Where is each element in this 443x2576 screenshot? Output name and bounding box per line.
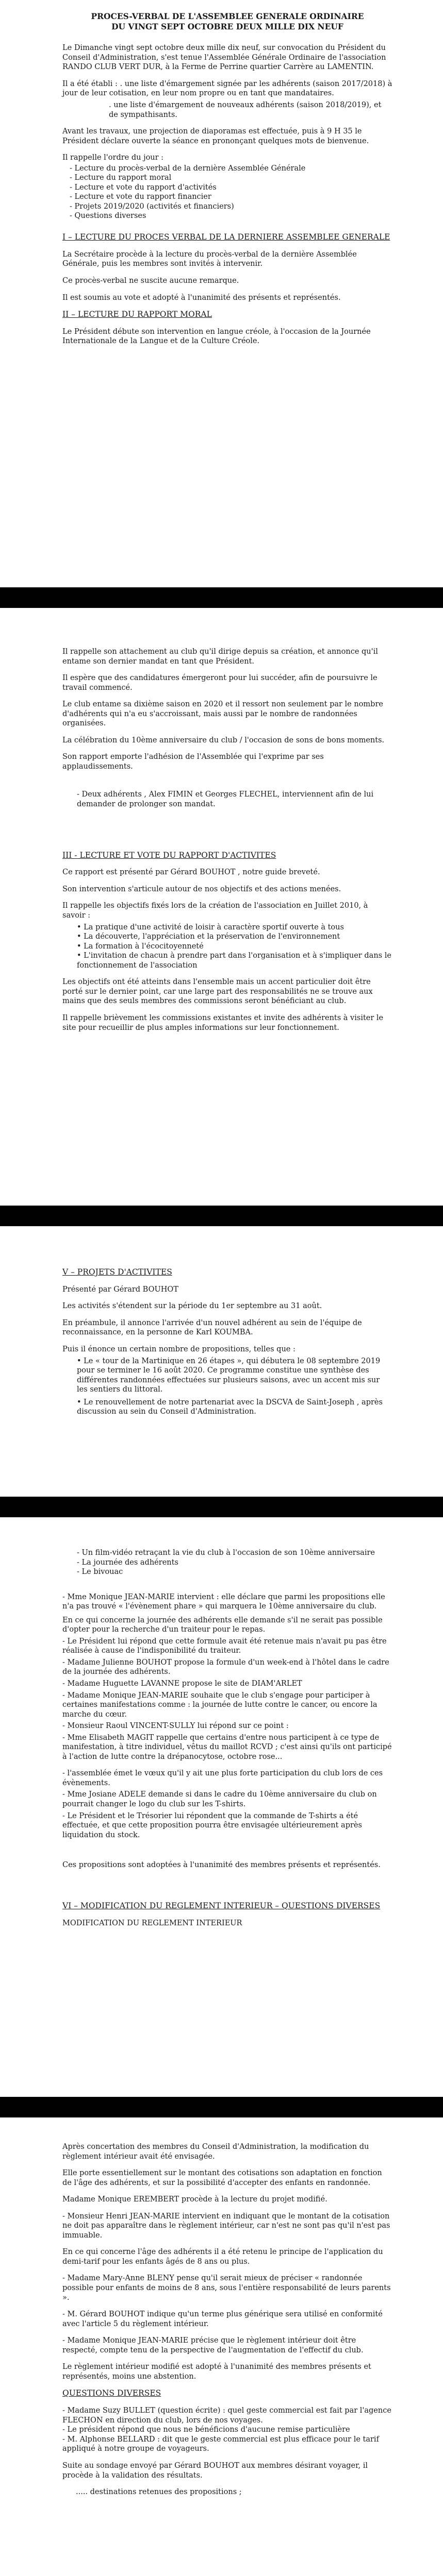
question-line-2: - Le président répond que nous ne bénéficions d'aucune remise particulière: [62, 2426, 350, 2434]
attendance-paragraph: [62, 79, 392, 98]
section-2-paragraph-1: Le Président débute son intervention en langue créole, à l'occasion de la Journée Internationale de la Langue et de la Culture Créole.: [62, 327, 371, 346]
document-title: [62, 11, 392, 32]
section-1-paragraph-2: Ce procès-verbal ne suscite aucune remarque.: [62, 276, 239, 285]
page-3: [0, 1226, 443, 1497]
discussion-paragraph: - Mme Monique JEAN-MARIE intervient : elle déclare que parmi les propositions elle n'a pas trouvé « l'évènement phare » qui marquera le 10ème anniversaire du club.: [62, 1592, 385, 1611]
discussion-paragraph: En ce qui concerne la journée des adhérents elle demande s'il ne serait pas possible d'opter pour la recherche d'un traiteur pour le repas.: [62, 1616, 383, 1634]
section-heading-3: III - LECTURE ET VOTE DU RAPPORT D'ACTIVITES: [62, 850, 276, 860]
title-line-1: PROCES-VERBAL DE L'ASSEMBLEE GENERALE ORDINAIRE: [91, 11, 364, 21]
attendance-paragraph-2: . une liste d'émargement de nouveaux adhérents (saison 2018/2019), et de sympathisants.: [109, 101, 382, 119]
moral-report-paragraph-5: Son rapport emporte l'adhésion de l'Assemblée qui l'exprime par ses applaudissements.: [62, 753, 324, 771]
projects-paragraph-2: Les activités s'étendent sur la période du 1er septembre au 31 août.: [62, 1302, 322, 1311]
rules-paragraph: - Madame Monique JEAN-MARIE précise que le règlement intérieur doit être respecté, compte tenu de la perspective de l'augmentation de l'effectif du club.: [62, 2336, 364, 2354]
activities-paragraph-5: Il rappelle brièvement les commissions existantes et invite des adhérents à visiter le site pour recueillir de plus amples informations sur leur fonctionnement.: [62, 1013, 384, 1032]
agenda-item: - Projets 2019/2020 (activités et financiers): [70, 202, 234, 211]
rules-paragraph: - Madame Mary-Anne BLENY pense qu'il serait mieux de préciser « randonnée possible pour enfants de moins de 8 ans, sous l'entière responsabilité de leurs parents ».: [62, 2274, 391, 2302]
discussion-paragraph: - Le Président lui répond que cette formule avait été retenue mais n'avait pu pas être réalisée à cause de l'indisponibilité du traiteur.: [62, 1637, 387, 1655]
page-1: [0, 0, 443, 587]
discussion-paragraph: - Mme Elisabeth MAGIT rappelle que certains d'entre nous participent à ce type de manifestation, à titre individuel, vêtus du maillot RCVD ; c'est ainsi qu'ils ont participé à l'action de lutte contre la drépanocytose, octobre rose...: [62, 1733, 392, 1761]
page-4-content: [62, 1548, 392, 1935]
proposal-item: • Le « tour de la Martinique en 26 étapes », qui débutera le 08 septembre 2019 pour se terminer le 16 août 2020. Ce programme constitue une synthèse des différentes randonnées effectuées sur plusieurs saisons, avec un accent mis sur les sentiers du littoral.: [77, 1357, 381, 1394]
section-heading-1: I – LECTURE DU PROCES VERBAL DE LA DERNIERE ASSEMBLEE GENERALE: [62, 232, 390, 242]
questions-paragraph: Suite au sondage envoyé par Gérard BOUHOT aux membres désirant voyager, il procède à la validation des résultats.: [62, 2461, 368, 2480]
questions-paragraph: [62, 2406, 392, 2454]
page-4: [0, 1517, 443, 2097]
rules-paragraph: - Monsieur Henri JEAN-MARIE intervient en indiquant que le montant de la cotisation ne doit pas apparaître dans le règlement intérieur, car n'est ne sont pas qu'il n'est pas immuable.: [62, 2212, 390, 2240]
agenda-item: - Lecture du procès-verbal de la dernière Assemblée Générale: [70, 164, 306, 173]
intro-paragraph: Le Dimanche vingt sept octobre deux mille dix neuf, sur convocation du Président du Conseil d'Administration, s'est tenue l'Assemblée Générale Ordinaire de l'association RANDO CLUB VERT DUR, à la Ferme de Perrine quartier Carrère au LAMENTIN.: [62, 44, 386, 72]
discussion-paragraph: - Le Président et le Trésorier lui répondent que la commande de T-shirts a été effectuée, et que cette proposition pourra être envisagée ultérieurement après liquidation du stock.: [62, 1811, 362, 1839]
activities-paragraph-2: Son intervention s'articule autour de nos objectifs et des actions menées.: [62, 885, 341, 893]
proposals-list: [62, 1357, 392, 1417]
section-heading-5: V – PROJETS D'ACTIVITES: [62, 1267, 172, 1277]
moral-report-paragraph-1: Il rappelle son attachement au club qu'il dirige depuis sa création, et annonce qu'il entame son dernier mandat en tant que Président.: [62, 648, 378, 666]
adoption-paragraph: Ces propositions sont adoptées à l'unanimité des membres présents et représentés.: [62, 1861, 381, 1870]
agenda-item: - Questions diverses: [70, 212, 146, 221]
page-5-content: [62, 2142, 392, 2504]
moral-report-paragraph-3: Le club entame sa dixième saison en 2020 et il ressort non seulement par le nombre d'adhérents qui n'a eu s'accroissant, mais aussi par le nombre de randonnées organisées.: [62, 700, 383, 728]
section-heading-6: VI – MODIFICATION DU REGLEMENT INTERIEUR – QUESTIONS DIVERSES: [62, 1901, 381, 1910]
projects-paragraph-1: Présenté par Gérard BOUHOT: [62, 1285, 178, 1294]
discussion-paragraph: - Madame Julienne BOUHOT propose la formule d'un week-end à l'hôtel dans le cadre de la journée des adhérents.: [62, 1658, 389, 1676]
activities-paragraph-1: Ce rapport est présenté par Gérard BOUHOT , notre guide breveté.: [62, 868, 320, 877]
attendance-line-1: Il a été établi : . une liste d'émargement signée par les adhérents (saison 2017/2018) à jour de leur cotisation, en leur nom propre ou en tant que mandataires.: [62, 79, 392, 98]
rules-paragraph: Elle porte essentiellement sur le montant des cotisations son adaptation en fonction de l'âge des adhérents, et sur la possibilité d'accepter des enfants en randonnée.: [62, 2169, 382, 2187]
list-item: - Le bivouac: [77, 1568, 123, 1577]
page-separator: [0, 2097, 443, 2117]
list-item: - La journée des adhérents: [77, 1558, 178, 1567]
page-separator: [0, 1497, 443, 1517]
question-line-1: - Madame Suzy BULLET (question écrite) : quel geste commercial est fait par l'agence FLECHON en direction du club, lors de nos voyages.: [62, 2406, 391, 2425]
rules-paragraph: En ce qui concerne l'âge des adhérents il a été retenu le principe de l'application du demi-tarif pour les enfants âgés de 8 ans ou plus.: [62, 2248, 383, 2266]
section-1-paragraph-3: Il est soumis au vote et adopté à l'unanimité des présents et représentés.: [62, 293, 341, 302]
title-line-2: DU VINGT SEPT OCTOBRE DEUX MILLE DIX NEUF: [111, 22, 343, 32]
agenda-intro: Il rappelle l'ordre du jour :: [62, 154, 164, 162]
agenda-item: - Lecture et vote du rapport d'activités: [70, 183, 217, 192]
page-separator: [0, 1206, 443, 1226]
objective-item: • La découverte, l'appréciation et la préservation de l'environnement: [77, 933, 340, 941]
agenda-list: [62, 164, 392, 221]
discussion-paragraph: - l'assemblée émet le vœux qu'il y ait une plus forte participation du club lors de ces évènements.: [62, 1769, 383, 1787]
section-1-paragraph-1: La Secrétaire procède à la lecture du procès-verbal de la dernière Assemblée Générale, puis les membres sont invités à intervenir.: [62, 250, 357, 268]
rules-paragraph: Après concertation des membres du Conseil d'Administration, la modification du règlement intérieur avait été envisagée.: [62, 2143, 369, 2161]
list-item: - Un film-vidéo retraçant la vie du club à l'occasion de son 10ème anniversaire: [77, 1549, 375, 1557]
rules-paragraph: Madame Monique EREMBERT procède à la lecture du projet modifié.: [62, 2195, 327, 2204]
projects-paragraph-3: En préambule, il annonce l'arrivée d'un nouvel adhérent au sein de l'équipe de reconnaissance, en la personne de Karl KOUMBA.: [62, 1318, 362, 1337]
section-heading-7: QUESTIONS DIVERSES: [62, 2388, 161, 2398]
discussion-paragraph: - Madame Huguette LAVANNE propose le site de DIAM'ARLET: [62, 1680, 302, 1688]
objective-item: • La formation à l'écocitoyenneté: [77, 942, 204, 951]
moral-report-paragraph-2: Il espère que des candidatures émergeront pour lui succéder, afin de poursuivre le travail commencé.: [62, 674, 378, 692]
page-5: [0, 2117, 443, 2576]
page-2: [0, 608, 443, 1206]
page-2-content: [62, 647, 392, 1040]
rules-subheading: MODIFICATION DU REGLEMENT INTERIEUR: [62, 1919, 242, 1927]
moral-report-paragraph-4: La célébration du 10ème anniversaire du club / l'occasion de sons de bons moments.: [62, 736, 385, 744]
rules-paragraph: Le règlement intérieur modifié est adopté à l'unanimité des membres présents et représentés, moins une abstention.: [62, 2363, 371, 2381]
moral-report-list: [62, 790, 392, 809]
questions-paragraph: ..... destinations retenues des propositions ;: [76, 2488, 242, 2497]
activities-paragraph-3: Il rappelle les objectifs fixés lors de la création de l'association en Juillet 2010, à savoir :: [62, 902, 368, 920]
discussion-paragraph: - Monsieur Raoul VINCENT-SULLY lui répond sur ce point :: [62, 1722, 289, 1731]
activities-paragraph-4: Les objectifs ont été atteints dans l'ensemble mais un accent particulier doit être porté sur le dernier point, car une large part des responsabilités ne se trouve aux mains que des seuls membres des commissions seront bénéficiant au club.: [62, 978, 373, 1006]
discussion-paragraph: - Madame Monique JEAN-MARIE souhaite que le club s'engage pour participer à certaines manifestations comme : la journée de lutte contre le cancer, ou encore la marche du cœur.: [62, 1691, 378, 1719]
agenda-item: - Lecture et vote du rapport financier: [70, 193, 211, 201]
objective-item: • La pratique d'une activité de loisir à caractère sportif ouverte à tous: [77, 923, 344, 931]
section-heading-2: II – LECTURE DU RAPPORT MORAL: [62, 310, 212, 319]
rules-paragraph: - M. Gérard BOUHOT indique qu'un terme plus générique sera utilisé en conformité avec l'article 5 du règlement intérieur.: [62, 2310, 383, 2328]
discussion-paragraph: - Mme Josiane ADELE demande si dans le cadre du 10ème anniversaire du club on pourrait changer le logo du club sur les T-shirts.: [62, 1790, 377, 1809]
opening-paragraph: Avant les travaux, une projection de diaporamas est effectuée, puis à 9 H 35 le Président déclare ouverte la séance en prononçant quelques mots de bienvenue.: [62, 127, 369, 145]
anniversary-list: [62, 1548, 392, 1577]
agenda-item: - Lecture du rapport moral: [70, 174, 172, 182]
question-line-3: - M. Alphonse BELLARD : dit que le geste commercial est plus efficace pour le tarif appliqué à notre groupe de voyageurs.: [62, 2435, 379, 2453]
list-item: - Deux adhérents , Alex FIMIN et Georges FLECHEL, interviennent afin de lui demander de prolonger son mandat.: [77, 790, 374, 809]
page-3-content: [62, 1267, 392, 1424]
objectives-list: [62, 923, 392, 971]
page-1-content: [62, 11, 392, 353]
page-separator: [0, 587, 443, 608]
objective-item: • L'invitation de chacun à prendre part dans l'organisation et à s'impliquer dans le fonctionnement de l'association: [77, 952, 391, 970]
proposal-item: • Le renouvellement de notre partenariat avec la DSCVA de Saint-Joseph , après discussion au sein du Conseil d'Administration.: [77, 1398, 383, 1416]
projects-paragraph-4: Puis il énonce un certain nombre de propositions, telles que :: [62, 1345, 296, 1354]
